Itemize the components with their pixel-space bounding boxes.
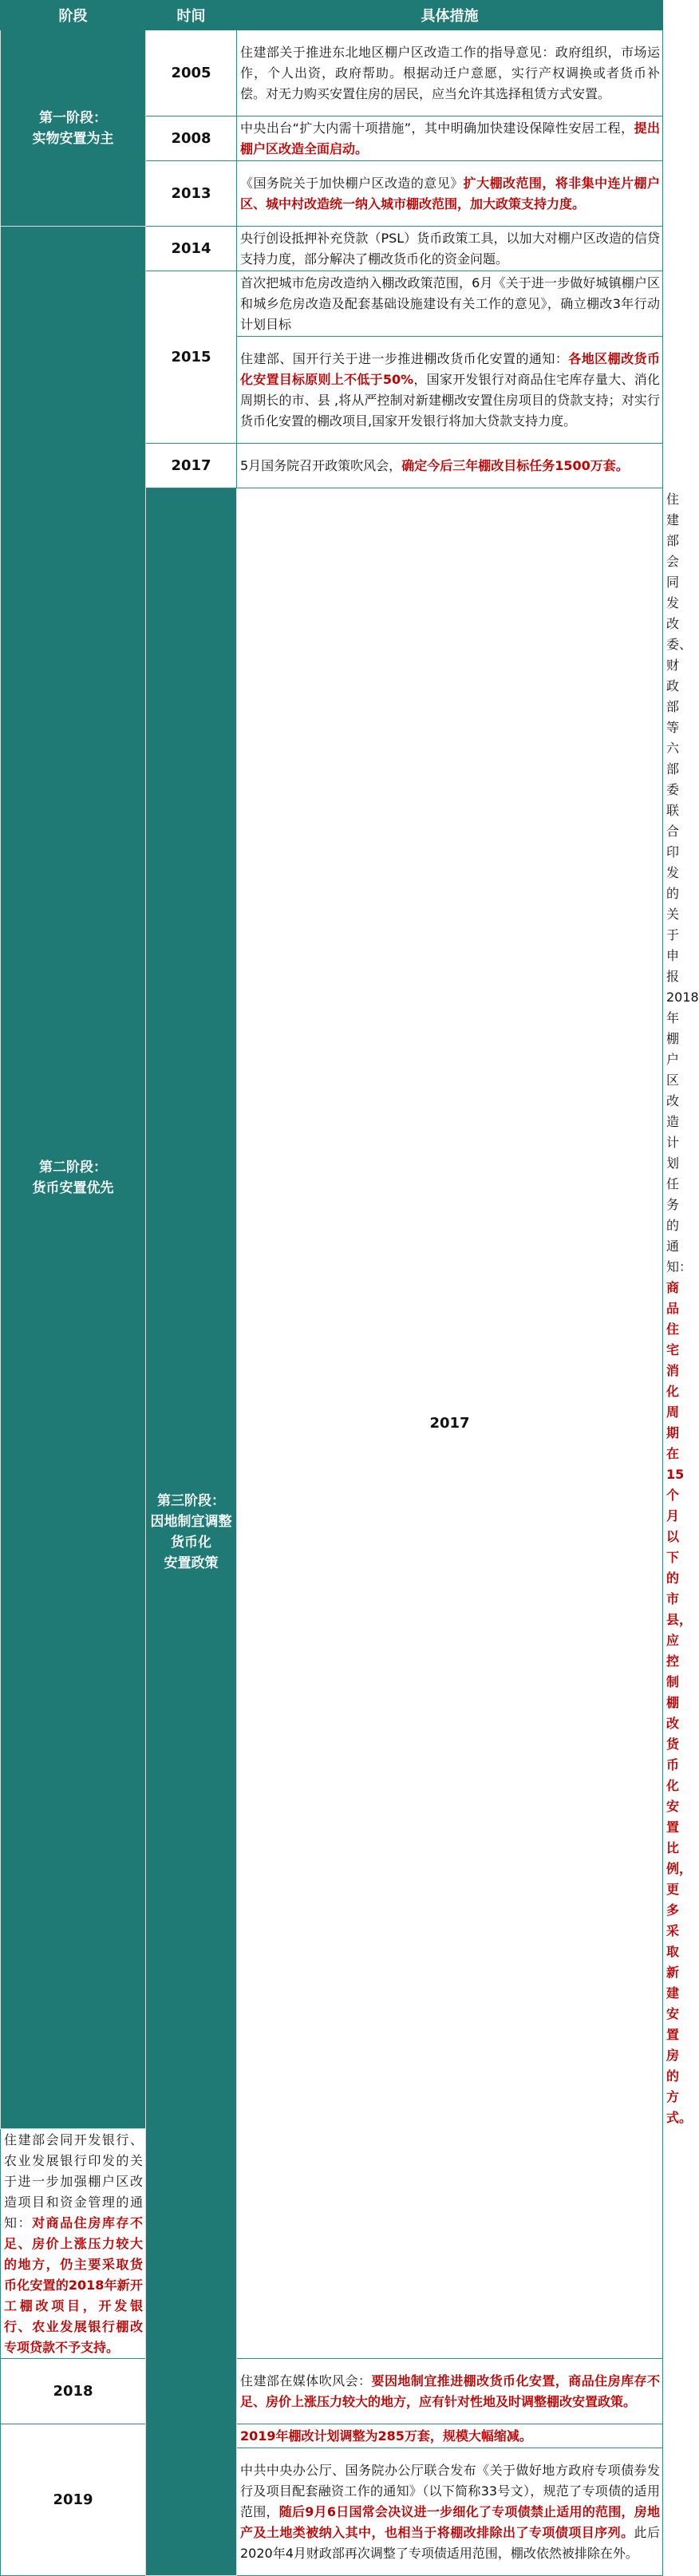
measure-text: 住建部在媒体吹风会： bbox=[240, 2373, 372, 2388]
header-time: 时间 bbox=[146, 1, 237, 30]
measure-text: 央行创设抵押补充贷款（PSL）货币政策工具，以加大对棚户区改造的信贷支持力度，部分解决了棚改货币化的资金问题。 bbox=[240, 231, 660, 267]
phase-label-line: 第一阶段： bbox=[39, 109, 107, 126]
year-cell: 2017 bbox=[237, 488, 663, 2359]
year-cell: 2019 bbox=[1, 2424, 146, 2576]
highlighted-text: 扩大棚改范围，将非集中连片棚户区、城中村改造统一纳入城市棚改范围，加大政策支持力度。 bbox=[240, 176, 660, 211]
phase-label-line: 货币安置优先 bbox=[32, 1179, 114, 1196]
measure-text: 住建部会同开发银行、农业发展银行印发的关于进一步加强棚户区改造项目和资金管理的通知： bbox=[4, 2132, 143, 2230]
phase-label-line: 实物安置为主 bbox=[32, 130, 114, 147]
header-row bbox=[1, 1, 663, 30]
highlighted-text: 随后9月6日国常会决议进一步细化了专项债禁止适用的范围，房地产及土地类被纳入其中，也相当于将棚改排除出了专项债项目序列。 bbox=[240, 2504, 660, 2540]
measure-cell bbox=[237, 444, 663, 488]
measure-cell bbox=[237, 227, 663, 271]
table-row bbox=[1, 2359, 663, 2424]
highlighted-text: 提出棚户区改造全面启动。 bbox=[240, 121, 660, 156]
measure-cell bbox=[237, 2448, 663, 2576]
measure-cell bbox=[237, 30, 663, 117]
measure-cell bbox=[237, 271, 663, 337]
table-row bbox=[1, 227, 663, 271]
phase-cell bbox=[146, 488, 237, 2576]
measure-text: 此后2020年4月财政部再次调整了专项债适用范围，棚改依然被排除在外。 bbox=[240, 2525, 660, 2561]
table-row bbox=[1, 30, 663, 117]
year-cell: 2013 bbox=[146, 161, 237, 227]
measure-cell bbox=[1, 2129, 146, 2359]
measure-cell bbox=[237, 337, 663, 444]
highlighted-text: 2019年棚改计划调整为285万套，规模大幅缩减。 bbox=[240, 2428, 532, 2444]
year-cell: 2018 bbox=[1, 2359, 146, 2424]
header-stage: 阶段 bbox=[1, 1, 146, 30]
phase-cell bbox=[1, 227, 146, 2129]
measure-text: ，国家开发银行对商品住宅库存量大、消化周期长的市、县 ,将从严控制对新建棚改安置住房项目的贷款支持；对实行货币化安置的棚改项目,国家开发银行将加大贷款支持力度。 bbox=[240, 372, 660, 429]
phase-label-line: 第三阶段： bbox=[157, 1492, 225, 1509]
highlighted-text: 要因地制宜推进棚改货币化安置，商品住房库存不足、房价上涨压力较大的地方，应有针对性地及时调整棚改安置政策。 bbox=[240, 2373, 660, 2409]
year-cell: 2008 bbox=[146, 117, 237, 161]
table-row bbox=[1, 2424, 663, 2448]
measure-cell bbox=[237, 117, 663, 161]
measure-text: 中共中央办公厅、国务院办公厅联合发布《关于做好地方政府专项债券发行及项目配套融资工作的通知》（以下简称33号文），规范了专项债的适用范围， bbox=[240, 2463, 660, 2519]
measure-cell bbox=[237, 2359, 663, 2424]
measure-text: 住建部关于推进东北地区棚户区改造工作的指导意见：政府组织，市场运作，个人出资，政府帮助。根据动迁户意愿，实行产权调换或者货币补偿。对无力购买安置住房的居民，应当允许其选择租赁方式安置。 bbox=[240, 45, 660, 101]
header-measures: 具体措施 bbox=[237, 1, 663, 30]
phase-label-line: 因地制宜调整货币化 bbox=[150, 1513, 232, 1551]
measure-cell bbox=[237, 2424, 663, 2448]
measure-text: 住建部会同发改委、财政部等六部委联合印发的关于申报2018年棚户区改造计划任务的通知： bbox=[666, 492, 699, 1274]
measure-text: 首次把城市危房改造纳入棚改政策范围，6月《关于进一步做好城镇棚户区和城乡危房改造及配套基础设施建设有关工作的意见》，确立棚改3年行动计划目标 bbox=[240, 275, 660, 332]
measure-cell bbox=[237, 161, 663, 227]
measure-text: 中央出台“扩大内需十项措施”，其中明确加快建设保障性安居工程， bbox=[240, 121, 634, 136]
year-cell: 2014 bbox=[146, 227, 237, 271]
year-cell: 2017 bbox=[146, 444, 237, 488]
year-cell: 2015 bbox=[146, 271, 237, 444]
phase-label-line: 第二阶段： bbox=[39, 1159, 107, 1175]
highlighted-text: 确定今后三年棚改目标任务1500万套。 bbox=[401, 458, 629, 473]
highlighted-text: 商品住宅消化周期在15个月以下的市县，应控制棚改货币化安置比例，更多采取新建安置房的方式。 bbox=[666, 1280, 693, 2125]
measure-text: 住建部、国开行关于进一步推进棚改货币化安置的通知： bbox=[240, 351, 569, 366]
phase-label-line: 安置政策 bbox=[164, 1555, 219, 1571]
phase-cell bbox=[1, 30, 146, 227]
highlighted-text: 对商品住房库存不足、房价上涨压力较大的地方，仍主要采取货币化安置的2018年新开工棚改项目，开发银行、农业发展银行棚改专项贷款不予支持。 bbox=[4, 2215, 143, 2355]
measure-text: 5月国务院召开政策吹风会， bbox=[240, 458, 402, 473]
year-cell: 2005 bbox=[146, 30, 237, 117]
highlighted-text: 各地区棚改货币化安置目标原则上不低于50% bbox=[240, 351, 660, 387]
measure-text: 《国务院关于加快棚户区改造的意见》 bbox=[240, 176, 464, 191]
